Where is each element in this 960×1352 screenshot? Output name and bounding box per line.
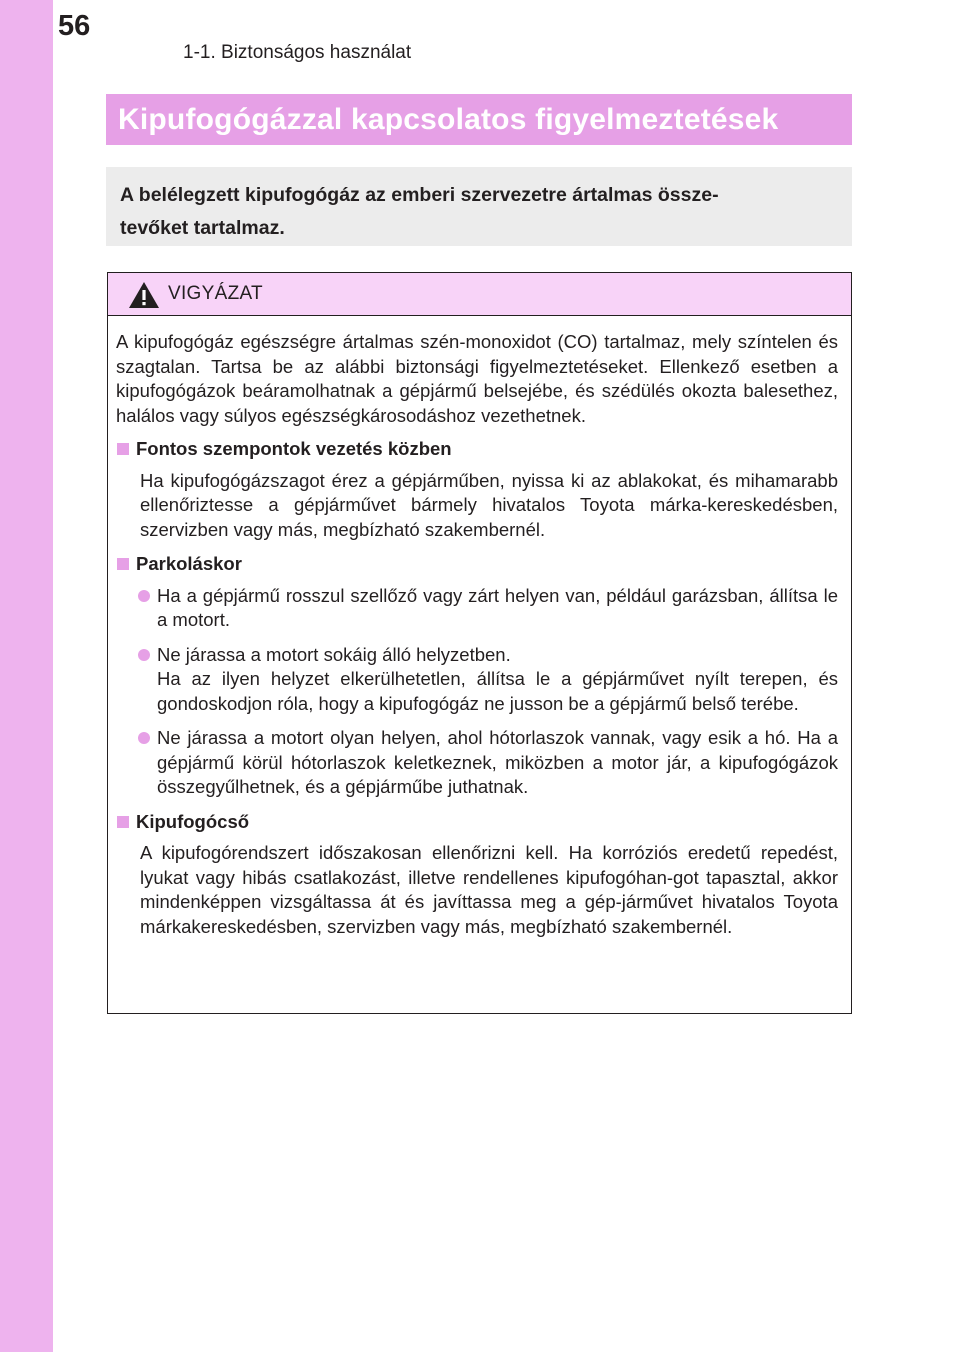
title-bar [106,94,852,145]
side-color-bar [0,0,53,1352]
summary-box [106,167,852,246]
warning-box [107,272,852,1014]
subsection-heading: Kipufogócső [116,810,838,835]
square-bullet-icon [117,816,129,828]
warning-header [108,273,851,316]
subsection-heading: Fontos szempontok vezetés közben [116,437,838,462]
circle-bullet-icon [138,732,150,744]
warning-triangle-icon [128,281,160,309]
section-label: 1-1. Biztonságos használat [183,42,412,63]
subsection-heading: Parkoláskor [116,552,838,577]
subsection-text: A kipufogórendszert időszakosan ellenőrizni kell. Ha korróziós eredetű repedést, lyukat vagy hibás csatlakozást, illetve rendellenes kipufogóhan-got tapasztal, akkor mindenképpen vizsgáltassa át és javíttassa meg a gép-járművet hivatalos Toyota márkakereskedésben, szervizben vagy más, megbízható szakembernél. [140,842,838,937]
list-item: Ha a gépjármű rosszul szellőző vagy zárt helyen van, például garázsban, állítsa le a motort. [138,584,838,633]
list-item: Ne járassa a motort olyan helyen, ahol hótorlaszok vannak, vagy esik a hó. Ha a gépjármű körül hótorlaszok keletkeznek, miközben a motor jár, a kipufogógázok összegyűlhetnek, és a gépjárműbe juthatnak. [138,726,838,800]
summary-line: A belélegzett kipufogógáz az emberi szervezetre ártalmas össze- [120,184,719,206]
warning-intro: A kipufogógáz egészségre ártalmas szén-monoxidot (CO) tartalmaz, mely színtelen és szagtalan. Tartsa be az alábbi biztonsági figyelmeztetéseket. Ellenkező esetben a kipufogógázok beáramolhatnak a gépjármű belsejébe, és szédülés okozta balesethez, halálos vagy súlyos egészségkárosodáshoz vezethetnek. [116,331,838,426]
circle-bullet-icon [138,590,150,602]
warning-body [108,316,851,939]
circle-bullet-icon [138,649,150,661]
square-bullet-icon [117,558,129,570]
square-bullet-icon [117,443,129,455]
subsection-text: Ha kipufogógázszagot érez a gépjárműben, nyissa ki az ablakokat, és mihamarabb ellenőriztesse a gépjárművet bármely hivatalos Toyota márka-kereskedésben, szervizben vagy más, megbízható szakembernél. [140,469,838,540]
list-item: Ne járassa a motort sokáig álló helyzetben. Ha az ilyen helyzet elkerülhetetlen, állítsa le a gépjárművet nyílt terepen, és gondoskodjon róla, hogy a kipufogógáz ne jusson be a gépjármű belső terébe. [138,643,838,717]
page-title: Kipufogógázzal kapcsolatos figyelmeztetések [118,102,779,136]
summary-line: tevőket tartalmaz. [120,217,285,239]
page-number: 56 [58,10,91,42]
warning-label: VIGYÁZAT [168,283,263,304]
